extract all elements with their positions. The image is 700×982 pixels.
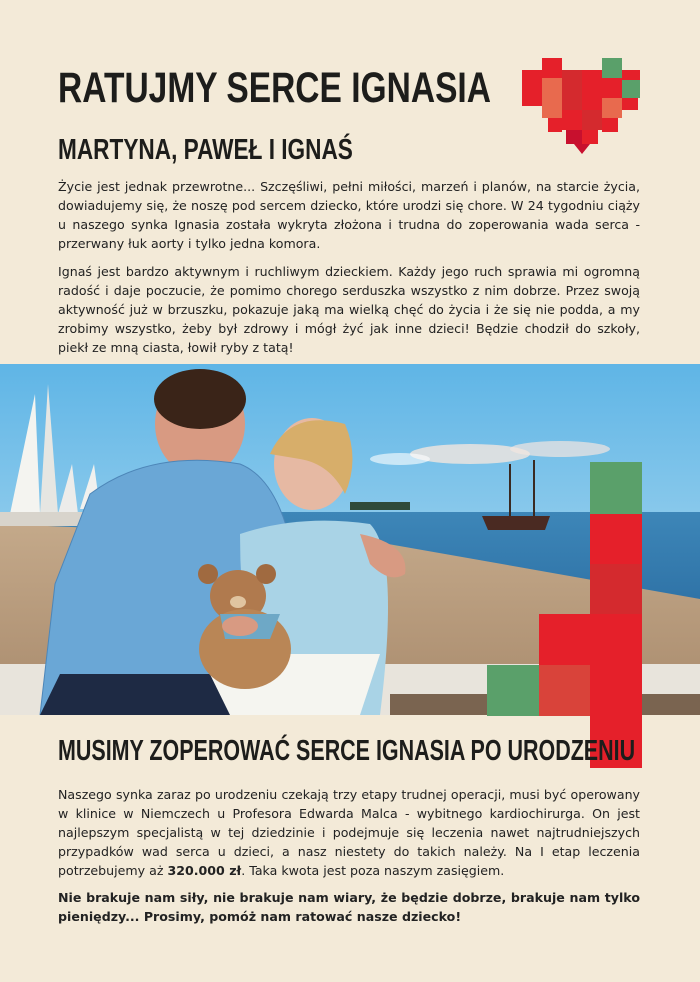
page-subtitle: MARTYNA, PAWEŁ I IGNAŚ [58, 134, 353, 166]
appeal-heading: MUSIMY ZOPEROWAĆ SERCE IGNASIA PO URODZENIU [58, 735, 636, 767]
story-paragraph-2: Ignaś jest bardzo aktywnym i ruchliwym dzieckiem. Każdy jego ruch sprawia mi ogromną radość i daje poczucie, że pomimo chorego serduszka wszystko z nim dobrze. Przez swoją aktywność już w brzuszku, pokazuje jaką ma wielką chęć do życia i że się nie podda, a my zrobimy wszystko, żeby był zdrowy i mógł żyć jak inne dzieci! Będzie chodził do szkoły, piekł ze mną ciasta, łowił ryby z tatą! [58, 264, 640, 355]
page-title: RATUJMY SERCE IGNASIA [58, 64, 491, 112]
pixel-heart-logo [522, 58, 642, 158]
funding-amount: 320.000 zł [167, 863, 242, 878]
story-paragraph-1: Życie jest jednak przewrotne... Szczęśliwi, pełni miłości, marzeń i planów, na starcie życia, dowiadujemy się, że noszę pod sercem dziecko, które urodzi się chore. W 24 tygodniu ciąży u naszego synka Ignasia została wykryta złożona i trudna do zoperowania wada serca - przerwany łuk aorty i tylko jedna komora. [58, 179, 640, 251]
appeal-text-start: Naszego synka zaraz po urodzeniu czekają trzy etapy trudnej operacji, musi być operowany w klinice w Niemczech u Profesora Edwarda Malca - wybitnego kardiochirurga. On jest najlepszym specjalistą w tej dziedzinie i podejmuje się leczenia nawet najtrudniejszych przypadków wad serca u dzieci, a nasz niestety do takich należy. Na I etap leczenia potrzebujemy aż [58, 787, 640, 878]
closing-appeal: Nie brakuje nam siły, nie brakuje nam wiary, że będzie dobrze, brakuje nam tylko pieniędzy... Prosimy, pomóż nam ratować nasze dziecko! [58, 890, 640, 924]
appeal-paragraph [58, 785, 640, 880]
appeal-text-end: . Taka kwota jest poza naszym zasięgiem. [241, 863, 505, 878]
pixel-column-decoration [487, 462, 642, 768]
